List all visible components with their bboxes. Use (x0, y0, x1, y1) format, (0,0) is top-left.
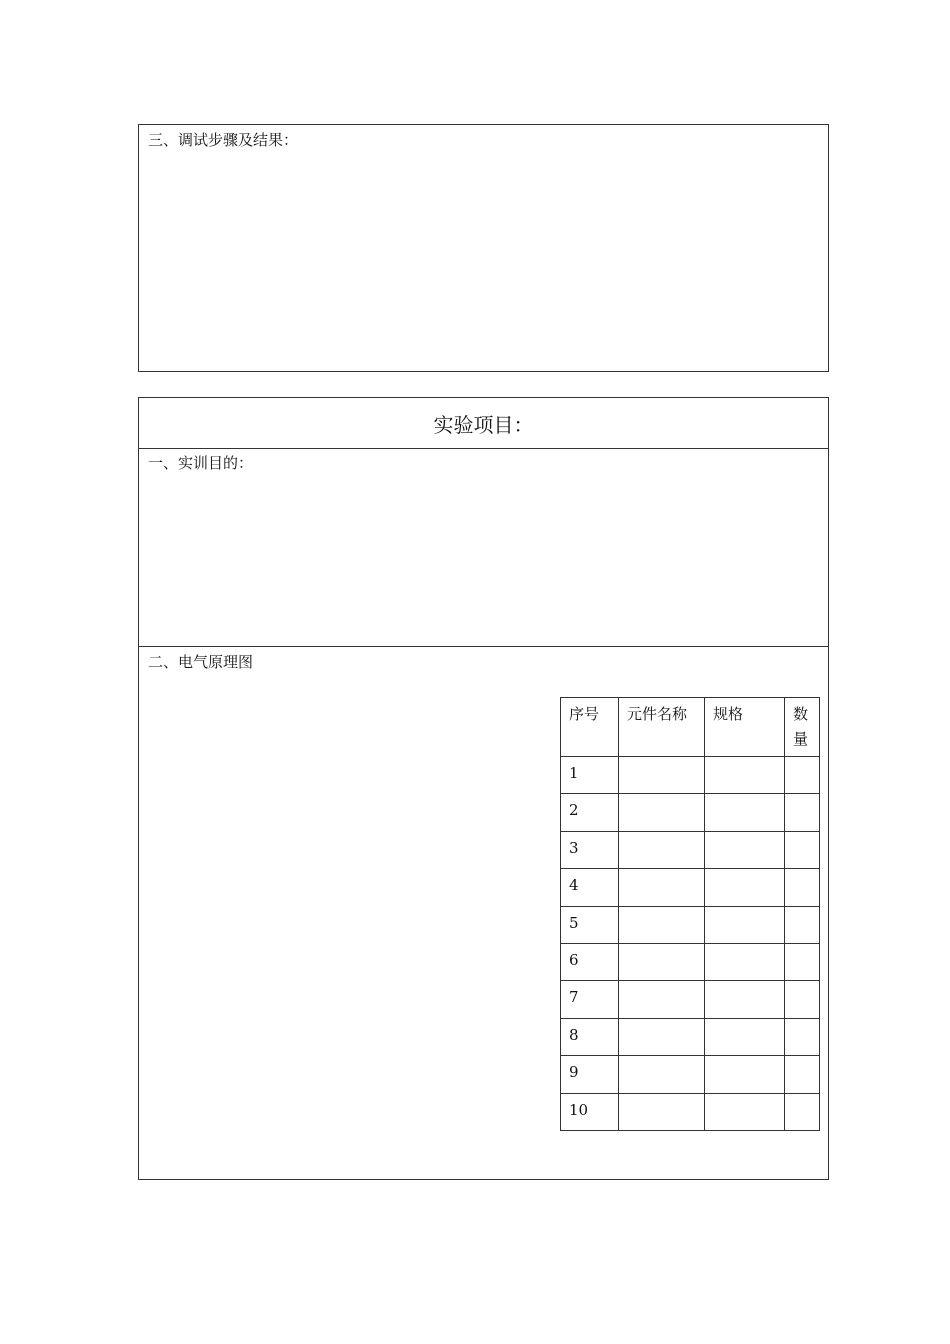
cell-spec (705, 943, 785, 980)
header-spec: 规格 (705, 698, 785, 757)
debug-steps-label: 三、调试步骤及结果： (148, 131, 299, 149)
cell-qty (785, 1093, 820, 1130)
cell-qty (785, 1056, 820, 1093)
cell-qty (785, 981, 820, 1018)
table-row (561, 831, 820, 868)
training-purpose-label: 一、实训目的： (148, 454, 254, 472)
cell-qty (785, 943, 820, 980)
electrical-diagram-section (139, 647, 828, 1179)
table-row (561, 943, 820, 980)
cell-component-name (619, 1093, 705, 1130)
cell-no: 4 (561, 869, 619, 906)
header-qty-text: 数量 (793, 705, 809, 748)
cell-no: 3 (561, 831, 619, 868)
cell-component-name (619, 757, 705, 794)
parts-table (560, 697, 820, 1131)
parts-table-header (561, 698, 820, 757)
cell-component-name (619, 981, 705, 1018)
cell-component-name (619, 1018, 705, 1055)
cell-no: 10 (561, 1093, 619, 1130)
cell-no: 1 (561, 757, 619, 794)
cell-spec (705, 1056, 785, 1093)
cell-qty (785, 906, 820, 943)
cell-no: 6 (561, 943, 619, 980)
cell-spec (705, 831, 785, 868)
cell-no: 9 (561, 1056, 619, 1093)
header-component-name: 元件名称 (619, 698, 705, 757)
cell-no: 5 (561, 906, 619, 943)
cell-spec (705, 1018, 785, 1055)
header-qty (785, 698, 820, 757)
table-row (561, 1056, 820, 1093)
table-row (561, 869, 820, 906)
cell-spec (705, 869, 785, 906)
cell-component-name (619, 943, 705, 980)
cell-component-name (619, 831, 705, 868)
cell-component-name (619, 906, 705, 943)
cell-no: 8 (561, 1018, 619, 1055)
cell-spec (705, 794, 785, 831)
table-row (561, 1018, 820, 1055)
cell-spec (705, 1093, 785, 1130)
cell-qty (785, 1018, 820, 1055)
table-row (561, 794, 820, 831)
cell-no: 2 (561, 794, 619, 831)
cell-component-name (619, 869, 705, 906)
cell-qty (785, 794, 820, 831)
cell-spec (705, 906, 785, 943)
table-row (561, 981, 820, 1018)
training-purpose-section (139, 449, 828, 647)
table-row (561, 757, 820, 794)
cell-component-name (619, 1056, 705, 1093)
cell-spec (705, 757, 785, 794)
cell-spec (705, 981, 785, 1018)
cell-qty (785, 869, 820, 906)
cell-component-name (619, 794, 705, 831)
project-section (138, 397, 829, 1180)
cell-qty (785, 831, 820, 868)
cell-no: 7 (561, 981, 619, 1018)
project-title: 实验项目： (139, 398, 828, 449)
debug-steps-section (138, 124, 829, 372)
table-row (561, 906, 820, 943)
table-row (561, 1093, 820, 1130)
electrical-diagram-label: 二、电气原理图 (148, 653, 254, 671)
header-no: 序号 (561, 698, 619, 757)
cell-qty (785, 757, 820, 794)
